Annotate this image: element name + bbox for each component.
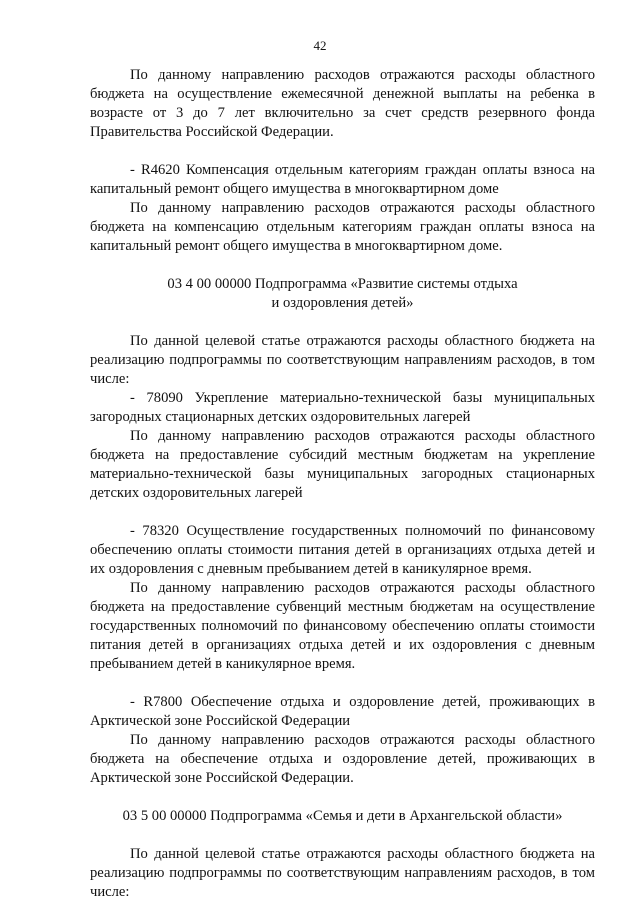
paragraph-78090-item: - 78090 Укрепление материально-технической базы муниципальных загородных стационарных детских оздоровительных лагерей — [90, 390, 595, 425]
paragraph-03-5-intro: По данной целевой статье отражаются расходы областного бюджета на реализацию подпрограммы по соответствующим направлениям расходов, в том числе: — [90, 846, 595, 900]
paragraph-78090-description: По данному направлению расходов отражаются расходы областного бюджета на предоставление субсидий местным бюджетам на укрепление материально-технической базы муниципальных загородных стационарных детских оздоровительных лагерей — [90, 428, 595, 501]
paragraph-r4620-description: По данному направлению расходов отражаются расходы областного бюджета на компенсацию отдельным категориям граждан оплаты взноса на капитальный ремонт общего имущества в многоквартирном доме. — [90, 200, 595, 254]
paragraph-r4620-item: - R4620 Компенсация отдельным категориям граждан оплаты взноса на капитальный ремонт общего имущества в многоквартирном доме — [90, 162, 595, 197]
paragraph-03-4-intro: По данной целевой статье отражаются расходы областного бюджета на реализацию подпрограммы по соответствующим направлениям расходов, в том числе: — [90, 333, 595, 387]
paragraph-monthly-payment-description: По данному направлению расходов отражаются расходы областного бюджета на осуществление ежемесячной денежной выплаты на ребенка в возрасте от 3 до 7 лет включительно за счет средств резервного фонда Правительства Российской Федерации. — [90, 67, 595, 140]
paragraph-78320-description: По данному направлению расходов отражаются расходы областного бюджета на предоставление субвенций местным бюджетам на осуществление государственных полномочий по финансовому обеспечению оплаты стоимости питания детей в организациях отдыха детей и их оздоровления с дневным пребыванием детей в каникулярное время. — [90, 580, 595, 672]
page-number: 42 — [313, 38, 327, 53]
subprogram-heading-03-4-line2: и оздоровления детей» — [271, 295, 414, 311]
paragraph-r7800-item: - R7800 Обеспечение отдыха и оздоровление детей, проживающих в Арктической зоне Российской Федерации — [90, 694, 595, 729]
subprogram-heading-03-4-line1: 03 4 00 00000 Подпрограмма «Развитие системы отдыха — [167, 276, 518, 292]
subprogram-heading-03-5-line1: 03 5 00 00000 Подпрограмма «Семья и дети в Архангельской области» — [122, 808, 563, 824]
subprogram-heading-03-4 — [90, 275, 595, 313]
paragraph-78320-item: - 78320 Осуществление государственных полномочий по финансовому обеспечению оплаты стоимости питания детей в организациях отдыха детей и их оздоровления с дневным пребыванием детей в каникулярное время. — [90, 523, 595, 577]
document-body — [90, 66, 595, 902]
paragraph-r7800-description: По данному направлению расходов отражаются расходы областного бюджета на обеспечение отдыха и оздоровление детей, проживающих в Арктической зоне Российской Федерации. — [90, 732, 595, 786]
subprogram-heading-03-5 — [90, 807, 595, 826]
